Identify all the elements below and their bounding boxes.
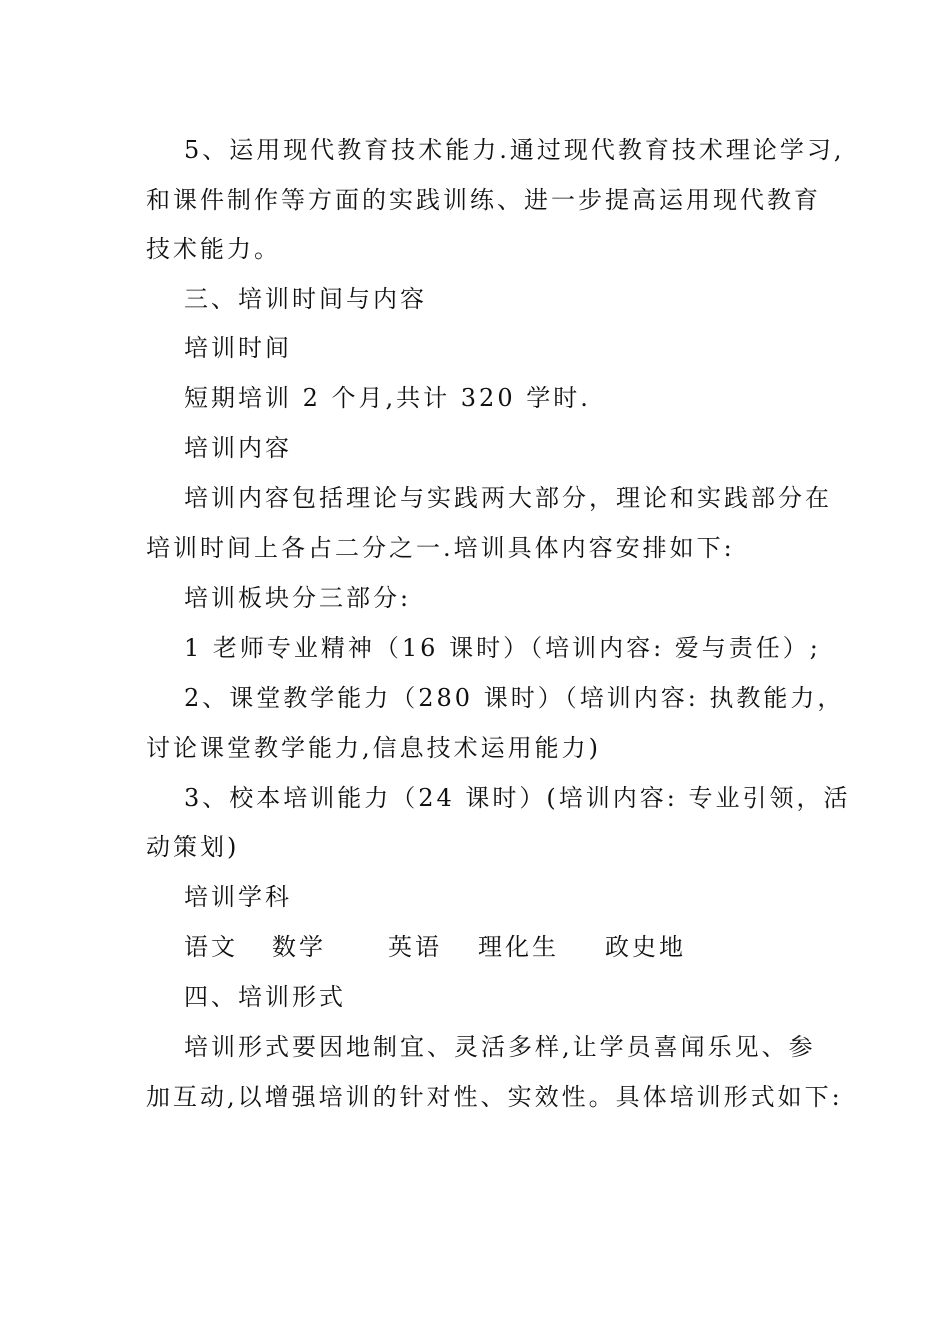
paragraph-line: 短期培训 2 个月,共计 320 学时. [184, 384, 591, 412]
list-item-continued: 讨论课堂教学能力,信息技术运用能力) [146, 734, 601, 762]
paragraph-line: 培训板块分三部分: [184, 584, 412, 612]
list-item: 3、校本培训能力（24 课时）(培训内容: 专业引领，活 [184, 784, 851, 812]
subject-item: 数学 [272, 933, 326, 961]
paragraph-line: 和课件制作等方面的实践训练、进一步提高运用现代教育 [146, 186, 821, 214]
subject-item: 政史地 [605, 933, 686, 961]
subheading: 培训时间 [184, 334, 292, 362]
paragraph-line: 培训形式要因地制宜、灵活多样,让学员喜闻乐见、参 [184, 1033, 816, 1061]
subject-item: 理化生 [478, 933, 559, 961]
paragraph-line: 技术能力。 [146, 235, 281, 263]
paragraph-line: 5、运用现代教育技术能力.通过现代教育技术理论学习, [184, 136, 845, 164]
subheading: 培训内容 [184, 434, 292, 462]
paragraph-line: 培训内容包括理论与实践两大部分，理论和实践部分在 [184, 484, 832, 512]
paragraph-line: 培训时间上各占二分之一.培训具体内容安排如下: [146, 534, 735, 562]
section-heading: 三、培训时间与内容 [184, 285, 427, 313]
subject-item: 英语 [388, 933, 442, 961]
list-item-continued: 动策划) [146, 833, 240, 861]
list-item: 2、课堂教学能力（280 课时）（培训内容: 执教能力， [184, 684, 845, 712]
list-item: 1 老师专业精神（16 课时）（培训内容: 爱与责任）; [184, 634, 821, 662]
paragraph-line: 加互动,以增强培训的针对性、实效性。具体培训形式如下: [146, 1083, 843, 1111]
subject-item: 语文 [184, 933, 238, 961]
section-heading: 四、培训形式 [184, 983, 346, 1011]
subheading: 培训学科 [184, 883, 292, 911]
